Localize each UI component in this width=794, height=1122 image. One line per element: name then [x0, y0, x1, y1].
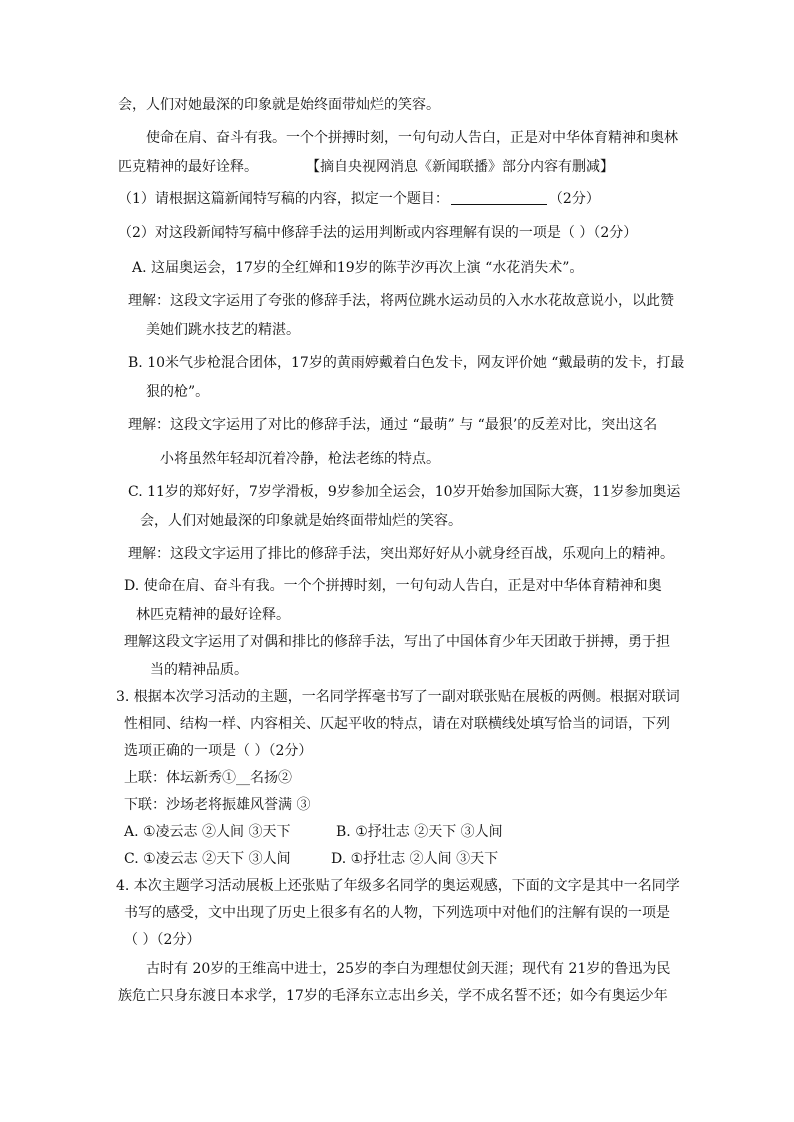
question-3-cont: 选项正确的一项是（ ）（2分） [124, 743, 313, 759]
explanation-b-cont: 小将虽然年轻却沉着冷静，枪法老练的特点。 [160, 451, 440, 467]
option-d-cont: 林匹克精神的最好诠释。 [136, 607, 290, 623]
passage-line: 族危亡只身东渡日本求学，17岁的毛泽东立志出乡关，学不成名誓不还；如今有奥运少年 [118, 988, 668, 1004]
paragraph-line [118, 157, 614, 177]
couplet-upper: 上联：体坛新秀①__名扬② [124, 770, 292, 786]
question-1-score: （2分） [548, 191, 600, 207]
question-1 [118, 189, 600, 209]
choice-d: D. ①抒壮志 ②人间 ③天下 [331, 851, 499, 867]
couplet-lower: 下联：沙场老将振雄风誉满 ③ [124, 797, 311, 813]
option-c-cont: 会，人们对她最深的印象就是始终面带灿烂的笑容。 [140, 513, 462, 529]
option-b-cont: 狠的枪”。 [146, 384, 210, 400]
explanation-b: 理解：这段文字运用了对比的修辞手法，通过 “最萌” 与 “最狠’的反差对比，突出这名 [128, 417, 658, 433]
paragraph-line: 使命在肩、奋斗有我。一个个拼搏时刻，一句句动人告白，正是对中华体育精神和奥林 [146, 130, 678, 146]
explanation-d: 理解这段文字运用了对偶和排比的修辞手法，写出了中国体育少年天团敢于拼搏，勇于担 [124, 634, 670, 650]
passage-line: 古时有 20岁的王维高中进士，25岁的李白为理想仗剑天涯；现代有 21岁的鲁迅为民 [146, 961, 671, 977]
question-4: 4. 本次主题学习活动展板上还张贴了年级多名同学的奥运观感，下面的文字是其中一名同学 [116, 878, 680, 894]
question-3-cont: 性相同、结构一样、内容相关、仄起平收的特点，请在对联横线处填写恰当的词语，下列 [124, 716, 670, 732]
question-2: （2）对这段新闻特写稿中修辞手法的运用判断或内容理解有误的一项是（ ）（2分） [118, 225, 638, 241]
explanation-a-cont: 美她们跳水技艺的精湛。 [146, 322, 300, 338]
choice-c: C. ①凌云志 ②天下 ③人间 [124, 851, 291, 867]
explanation-a: 理解：这段文字运用了夸张的修辞手法，将两位跳水运动员的入水水花故意说小，以此赞 [128, 293, 674, 309]
choice-a: A. ①凌云志 ②人间 ③天下 [124, 824, 291, 840]
question-4-cont: （ ）（2分） [124, 932, 201, 948]
explanation-d-cont: 当的精神品质。 [150, 662, 248, 678]
option-a: A. 这届奥运会，17岁的全红婵和19岁的陈芋汐再次上演 “水花消失术”。 [132, 260, 584, 276]
question-4-cont: 书写的感受，文中出现了历史上很多有名的人物，下列选项中对他们的注解有误的一项是 [124, 905, 670, 921]
option-c: C. 11岁的郑好好，7岁学滑板，9岁参加全运会，10岁开始参加国际大赛，11岁参加奥运 [128, 484, 681, 500]
option-b: B. 10米气步枪混合团体，17岁的黄雨婷戴着白色发卡，网友评价她 “戴最萌的发卡，打最 [128, 355, 685, 371]
source-note: 【摘自央视网消息《新闻联播》部分内容有删减】 [306, 159, 614, 175]
paragraph-text: 匹克精神的最好诠释。 [118, 159, 258, 175]
question-3: 3. 根据本次学习活动的主题，一名同学挥毫书写了一副对联张贴在展板的两侧。根据对联词 [116, 689, 680, 705]
answer-blank[interactable] [451, 190, 547, 205]
explanation-c: 理解：这段文字运用了排比的修辞手法，突出郑好好从小就身经百战，乐观向上的精神。 [128, 546, 674, 562]
paragraph-line: 会，人们对她最深的印象就是始终面带灿烂的笑容。 [118, 97, 440, 113]
question-1-text: （1）请根据这篇新闻特写稿的内容，拟定一个题目： [118, 191, 449, 207]
choice-b: B. ①抒壮志 ②天下 ③人间 [336, 824, 503, 840]
option-d: D. 使命在肩、奋斗有我。一个个拼搏时刻，一句句动人告白，正是对中华体育精神和奥 [124, 578, 662, 594]
